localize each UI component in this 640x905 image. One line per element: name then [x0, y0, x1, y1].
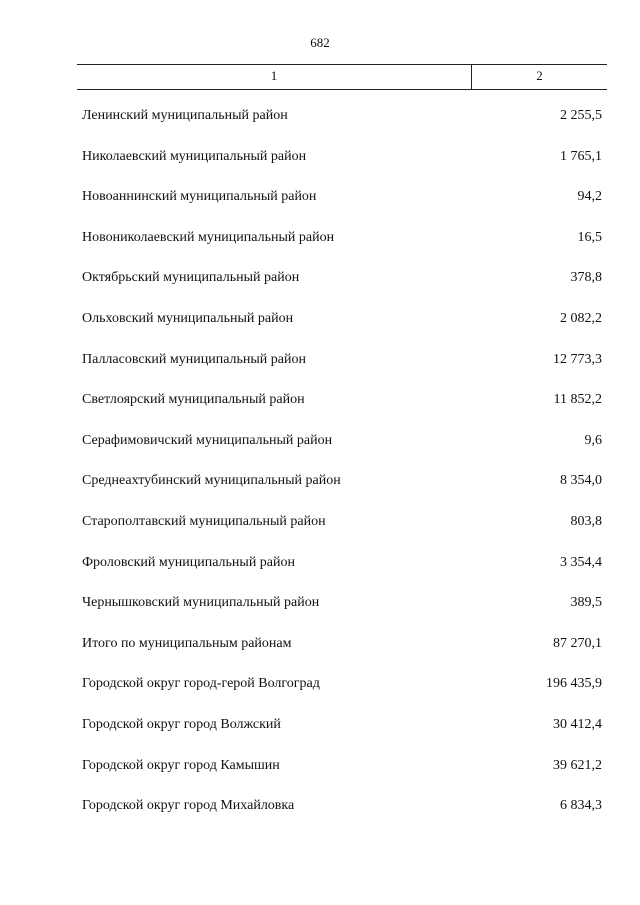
table-row [82, 713, 602, 754]
table-row [82, 185, 602, 226]
row-name: Старополтавский муниципальный район [82, 513, 326, 529]
row-name: Итого по муниципальным районам [82, 635, 292, 651]
row-value: 94,2 [577, 189, 602, 205]
column-header-1: 1 [77, 65, 472, 89]
table-row [82, 307, 602, 348]
row-value: 12 773,3 [553, 351, 602, 367]
row-name: Среднеахтубинский муниципальный район [82, 473, 341, 489]
table-row [82, 794, 602, 835]
row-name: Ольховский муниципальный район [82, 310, 294, 326]
table-row [82, 469, 602, 510]
row-value: 196 435,9 [546, 676, 602, 692]
column-header-2: 2 [536, 68, 543, 83]
row-name: Новоаннинский муниципальный район [82, 189, 317, 205]
table-row [82, 672, 602, 713]
row-value: 803,8 [570, 513, 602, 529]
table-row [82, 754, 602, 795]
table-row [82, 591, 602, 632]
row-name: Серафимовичский муниципальный район [82, 432, 333, 448]
row-name: Палласовский муниципальный район [82, 351, 306, 367]
row-value: 2 255,5 [560, 108, 602, 123]
table-row-total [82, 632, 602, 673]
row-value: 389,5 [570, 595, 602, 611]
row-name: Городской округ город Камышин [82, 757, 280, 773]
row-name: Светлоярский муниципальный район [82, 392, 305, 408]
row-value: 378,8 [570, 270, 602, 286]
table-row [82, 104, 602, 145]
table-row [82, 510, 602, 551]
table-row [82, 145, 602, 186]
row-value: 16,5 [577, 229, 602, 245]
table-row [82, 348, 602, 389]
row-value: 3 354,4 [560, 554, 602, 570]
row-value: 30 412,4 [553, 716, 602, 732]
row-name: Городской округ город Михайловка [82, 798, 295, 814]
row-value: 2 082,2 [560, 310, 602, 326]
table-row [82, 551, 602, 592]
table-row [82, 388, 602, 429]
row-value: 11 852,2 [553, 392, 602, 408]
row-name: Городской округ город-герой Волгоград [82, 676, 320, 692]
row-value: 6 834,3 [560, 798, 602, 814]
row-name: Ленинский муниципальный район [82, 108, 288, 123]
table-row [82, 429, 602, 470]
table-row [82, 226, 602, 267]
table-row [82, 266, 602, 307]
row-value: 1 765,1 [560, 148, 602, 164]
table-body [82, 104, 602, 835]
row-value: 87 270,1 [553, 635, 602, 651]
row-value: 9,6 [584, 432, 602, 448]
row-name: Николаевский муниципальный район [82, 148, 307, 164]
row-name: Чернышковский муниципальный район [82, 595, 320, 611]
row-name: Новониколаевский муниципальный район [82, 229, 335, 245]
row-name: Октябрьский муниципальный район [82, 270, 300, 286]
page-number: 682 [310, 35, 330, 50]
row-name: Фроловский муниципальный район [82, 554, 296, 570]
row-name: Городской округ город Волжский [82, 716, 281, 732]
row-value: 8 354,0 [560, 473, 602, 489]
row-value: 39 621,2 [553, 757, 602, 773]
table-header [77, 64, 607, 90]
